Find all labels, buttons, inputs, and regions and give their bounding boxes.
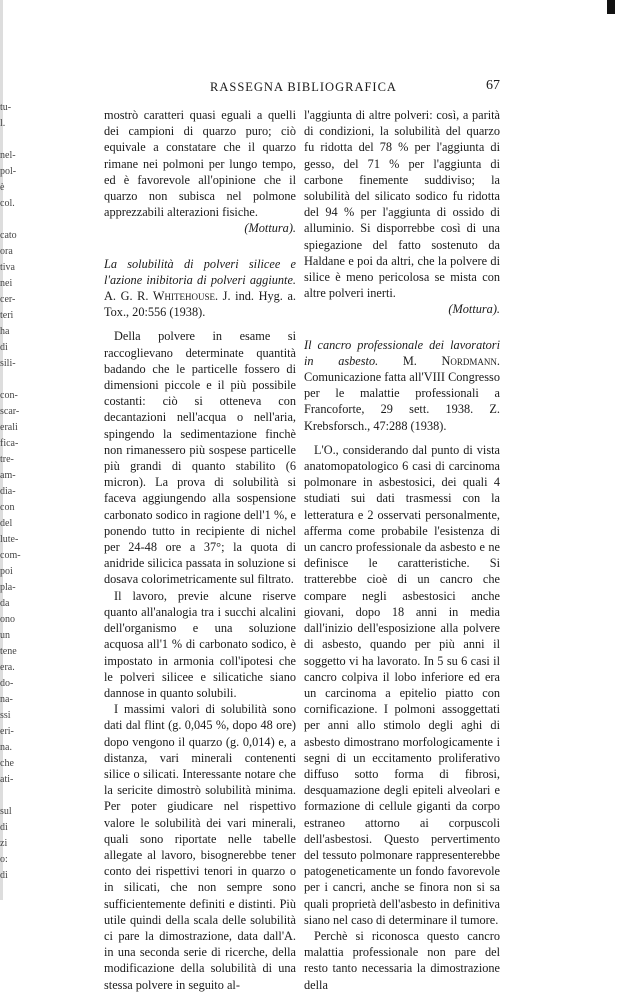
- edge-fragment: tene: [0, 646, 17, 657]
- corner-mark: [607, 0, 615, 14]
- edge-fragment: pla-: [0, 582, 16, 593]
- edge-fragment: lute-: [0, 534, 19, 545]
- edge-fragment: [0, 788, 24, 804]
- edge-fragment: del: [0, 518, 13, 529]
- edge-fragment: [0, 132, 24, 148]
- facing-page-edge-fragments: [0, 100, 24, 881]
- edge-fragment: ha: [0, 326, 10, 337]
- edge-fragment: [0, 212, 24, 228]
- paragraph: I massimi valori di solubilità sono dati dal flint (g. 0,045 %, dopo 48 ore) dopo vengono il quarzo (g. 0,014) e, a distanza, vari minerali contenenti silice o silicati. Interessante notare che la sericite dimostrò solubilità minima. Per poter giudicare nel rispettivo valore le solubilità dei vari minerali, quali sono riportate nelle tabelle allegate al lavoro, bisognerebbe tener conto dei rispettivi tenori in quarzo o in silicati, che non sempre sono sufficientemente definiti e distinti. Più utile quindi della scala delle solubilità ci pare la dimostrazione, data dall'A. in una seconda serie di ricerche, della modificazione della solubilità di una stessa polvere in seguito al-: [104, 702, 296, 992]
- edge-fragment: col.: [0, 198, 15, 209]
- edge-fragment: [0, 372, 24, 388]
- signature: (Mottura).: [244, 221, 296, 236]
- article-title: Il cancro professionale dei lavoratori in asbesto.: [304, 337, 500, 368]
- signature: (Mottura).: [448, 302, 500, 317]
- edge-fragment: sul: [0, 806, 12, 817]
- edge-fragment: na.: [0, 742, 12, 753]
- running-head: RASSEGNA BIBLIOGRAFICA: [210, 80, 397, 94]
- edge-fragment: nei: [0, 278, 13, 289]
- edge-fragment: com-: [0, 550, 21, 561]
- edge-fragment: tu-: [0, 102, 12, 113]
- edge-fragment: eri-: [0, 726, 14, 737]
- paragraph: Perchè si riconosca questo cancro malattia professionale non pare del resto tanto necessaria la dimostrazione della: [304, 928, 500, 992]
- edge-fragment: ono: [0, 614, 15, 625]
- edge-fragment: dia-: [0, 486, 16, 497]
- article-citation: J. ind. Hyg. a. Tox., 20:556 (1938).: [104, 289, 296, 320]
- edge-fragment: cato: [0, 230, 17, 241]
- edge-fragment: poi: [0, 566, 13, 577]
- edge-fragment: nel-: [0, 150, 16, 161]
- edge-fragment: ati-: [0, 774, 14, 785]
- edge-fragment: do-: [0, 678, 14, 689]
- edge-fragment: cer-: [0, 294, 16, 305]
- edge-fragment: erali: [0, 422, 18, 433]
- edge-fragment: di: [0, 822, 8, 833]
- edge-fragment: ssi: [0, 710, 11, 721]
- edge-fragment: di: [0, 870, 8, 881]
- paragraph: L'O., considerando dal punto di vista anatomopatologico 6 casi di carcinoma polmonare in asbestosici, dei quali 4 studiati sui dati trasmessi con la letteratura e 2 osservati personalmente, afferma come probabile l'esistenza di un cancro professionale da asbesto e ne definisce le caratteristiche. Si tratterebbe cioè di un cancro che compare negli asbestosici anche giovani, dopo 18 anni in media dall'inizio dell'esposizione alla polvere di asbesto, quando per più anni il soggetto vi ha lavorato. In 5 su 6 casi il cancro colpiva il lobo inferiore ed era un carcinoma a epitelio piatto con cornificazione. I polmoni assoggettati per anni allo stimolo degli aghi di asbesto dimostrano morfologicamente i segni di un eccitamento proliferativo diffuso sotto forma di fibrosi, desquamazione degli epiteli alveolari e formazione di cellule giganti da corpo estraneo attorno ai corpuscoli dell'asbestosi. Questo pervertimento del tessuto polmonare rappresenterebbe patogeneticamente un fondo favorevole per i cancri, anche se finora non si sa quali proprietà dell'asbesto in definitiva siano nel caso di determinare il tumore.: [304, 442, 500, 927]
- paragraph: Della polvere in esame si raccoglievano determinate quantità badando che le particelle fossero di dimensioni piccole e il più possibile costanti: ciò si otteneva con decantazioni nell'acqua o nell'aria, spingendo la sedimentazione finchè non rimanessero più sospese particelle più grandi di quanto stabilito (6 micron). La prova di solubilità si faceva aggiungendo alla sospensione carbonato sodico in ragione dell'1 %, e ponendo tutto in recipiente di nichel per 24-48 ore a 37°; la quota di anidride silicica passata in soluzione si dosava colorimetricamente sul filtrato.: [104, 329, 296, 587]
- edge-fragment: era.: [0, 662, 15, 673]
- edge-fragment: tre-: [0, 454, 14, 465]
- paragraph: Il lavoro, previe alcune riserve quanto all'analogia tra i succhi alcalini dell'organismo e una soluzione acquosa all'1 % di carbonato sodico, è impostato in armonia coll'ipotesi che le polveri silicee e silicatiche siano dannose in quanto solubili.: [104, 588, 296, 700]
- article-author: A. G. R. Whitehouse.: [104, 289, 219, 304]
- edge-fragment: o:: [0, 854, 8, 865]
- edge-fragment: na-: [0, 694, 13, 705]
- edge-fragment: zi: [0, 838, 8, 849]
- edge-fragment: scar-: [0, 406, 20, 417]
- continuation-text: l'aggiunta di altre polveri: così, a parità di condizioni, la solubilità del quarzo fu ridotta del 78 % per l'aggiunta di gesso, del 71 % per l'aggiunta di carbone finemente suddiviso; la solubilità del silicato sodico fu ridotta del 94 % per l'aggiunta di ossido di alluminio. Si disporrebbe così di una spiegazione del fatto sostenuto da Haldane e poi da altri, che la polvere di silice è meno pericolosa se mista con altre polveri inerti. (Mottura).: [304, 108, 500, 317]
- edge-fragment: con: [0, 502, 15, 513]
- article-citation: Comunicazione fatta all'VIII Congresso per le malattie professionali a Francoforte, 29 sett. 1938. Z. Krebsforsch., 47:288 (1938).: [304, 370, 500, 433]
- left-column: [104, 107, 296, 993]
- edge-fragment: teri: [0, 310, 14, 321]
- edge-fragment: che: [0, 758, 14, 769]
- article-title: La solubilità di polveri silicee e l'azione inibitoria di polveri aggiunte.: [104, 256, 296, 287]
- edge-fragment: pol-: [0, 166, 17, 177]
- edge-fragment: sili-: [0, 358, 16, 369]
- edge-fragment: tiva: [0, 262, 15, 273]
- edge-fragment: da: [0, 598, 10, 609]
- edge-fragment: ora: [0, 246, 13, 257]
- article-heading: [304, 337, 500, 434]
- article-heading: [104, 256, 296, 321]
- right-column: [304, 107, 500, 993]
- edge-fragment: am-: [0, 470, 16, 481]
- edge-fragment: è: [0, 182, 5, 193]
- edge-fragment: un: [0, 630, 10, 641]
- article-author: M. Nordmann.: [402, 353, 501, 368]
- edge-fragment: con-: [0, 390, 18, 401]
- edge-fragment: di: [0, 342, 8, 353]
- page-number: 67: [486, 78, 500, 93]
- continuation-text: mostrò caratteri quasi eguali a quelli dei campioni di quarzo puro; ciò equivale a constatare che il quarzo rimane nei polmoni per lungo tempo, ed è favorevole all'opinione che il quarzo non subisca nel polmone apprezzabili alterazioni fisiche. (Mottura).: [104, 108, 296, 236]
- edge-fragment: l.: [0, 118, 6, 129]
- edge-fragment: fica-: [0, 438, 19, 449]
